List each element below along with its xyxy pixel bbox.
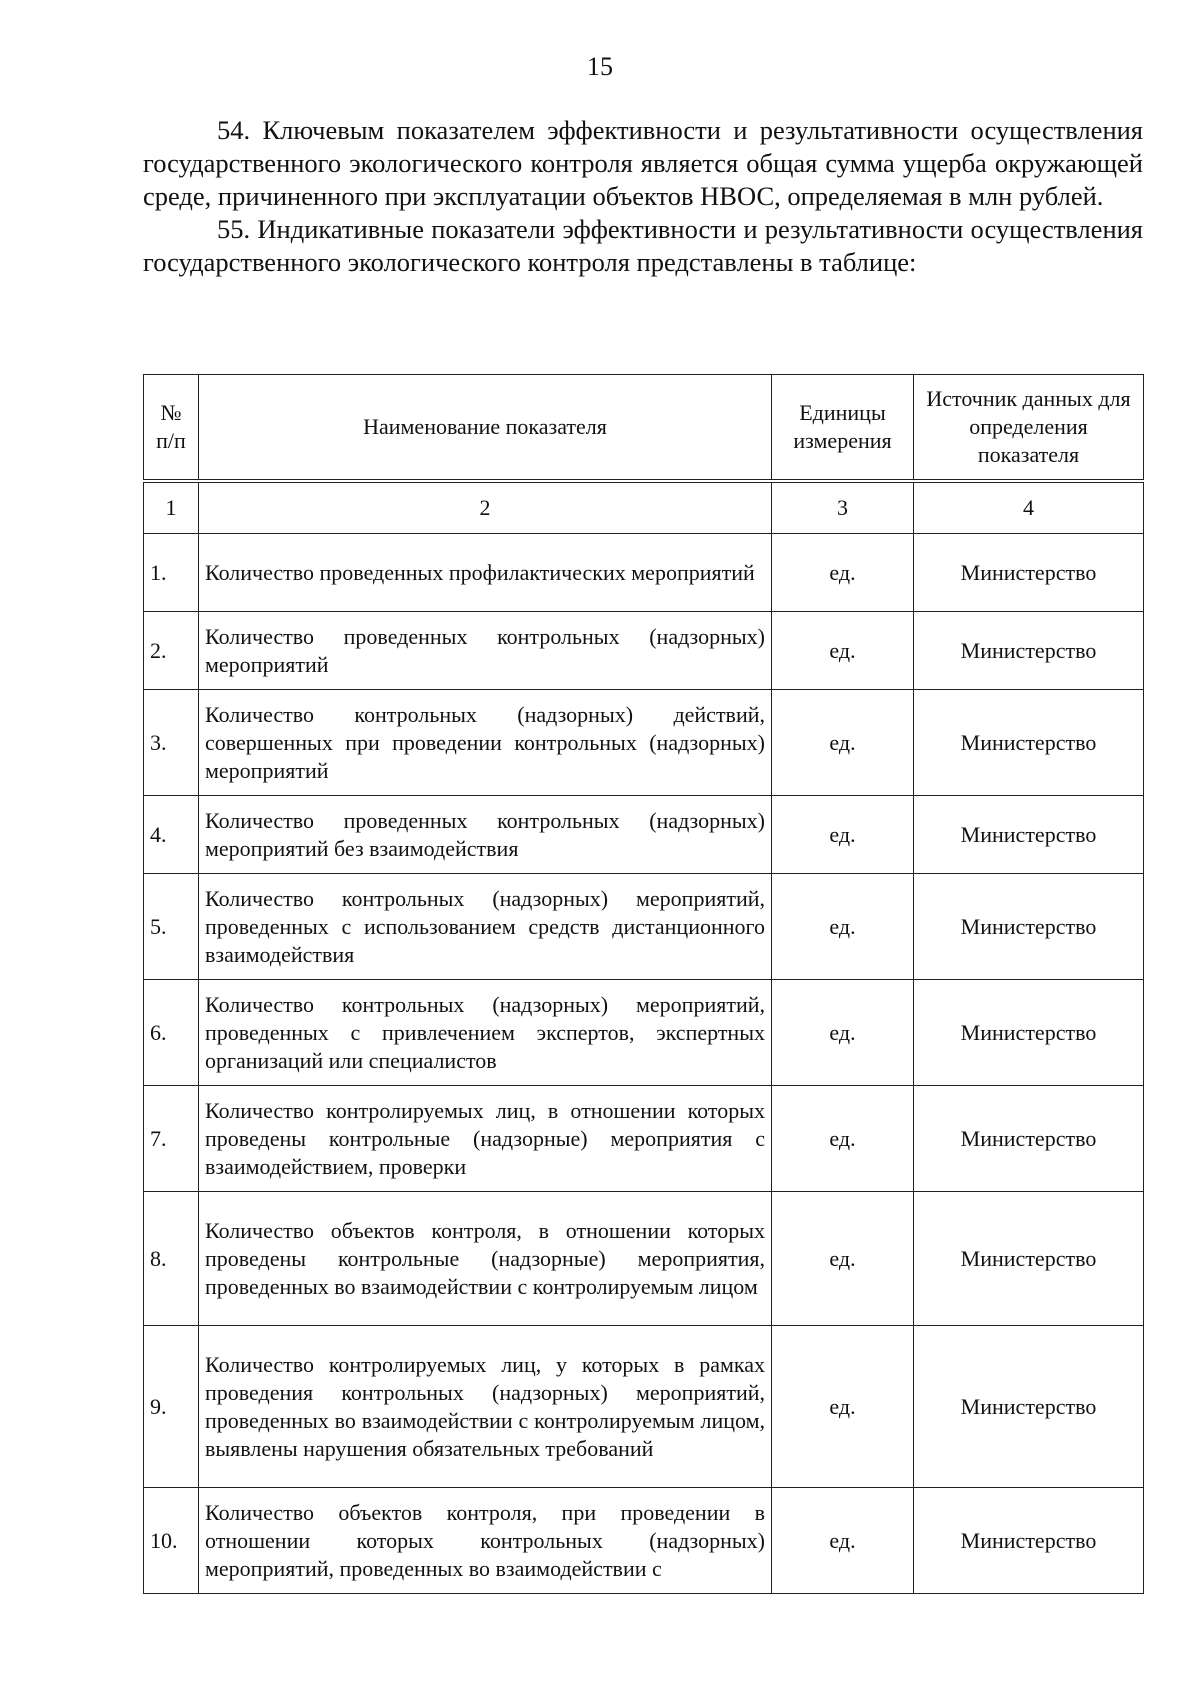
- table-row: [144, 1086, 1144, 1192]
- row-number: 2.: [144, 612, 199, 690]
- indicator-unit: ед.: [772, 612, 914, 690]
- indicator-source: Министерство: [914, 980, 1144, 1086]
- indicator-unit: ед.: [772, 690, 914, 796]
- indicator-unit: ед.: [772, 874, 914, 980]
- column-number-row: [144, 481, 1144, 534]
- indicator-source: Министерство: [914, 796, 1144, 874]
- indicators-table: [143, 374, 1144, 1594]
- indicator-name: Количество контрольных (надзорных) мероприятий, проведенных с привлечением экспертов, экспертных организаций или специалистов: [199, 980, 772, 1086]
- table-row: [144, 1488, 1144, 1594]
- table-row: [144, 690, 1144, 796]
- table-row: [144, 1326, 1144, 1488]
- indicator-unit: ед.: [772, 796, 914, 874]
- column-number: 2: [199, 481, 772, 534]
- column-number: 1: [144, 481, 199, 534]
- indicator-name: Количество контролируемых лиц, в отношении которых проведены контрольные (надзорные) мероприятия с взаимодействием, проверки: [199, 1086, 772, 1192]
- indicator-source: Министерство: [914, 1488, 1144, 1594]
- row-number: 4.: [144, 796, 199, 874]
- indicator-source: Министерство: [914, 690, 1144, 796]
- indicator-source: Министерство: [914, 1326, 1144, 1488]
- indicator-source: Министерство: [914, 612, 1144, 690]
- indicator-unit: ед.: [772, 980, 914, 1086]
- indicator-unit: ед.: [772, 1086, 914, 1192]
- table-row: [144, 796, 1144, 874]
- paragraph-55: 55. Индикативные показатели эффективности и результативности осуществления государственного экологического контроля представлены в таблице:: [143, 214, 1143, 277]
- column-number: 4: [914, 481, 1144, 534]
- indicator-source: Министерство: [914, 1192, 1144, 1326]
- indicator-source: Министерство: [914, 534, 1144, 612]
- row-number: 8.: [144, 1192, 199, 1326]
- table-row: [144, 1192, 1144, 1326]
- row-number: 1.: [144, 534, 199, 612]
- table-row: [144, 612, 1144, 690]
- table-header-row: [144, 375, 1144, 482]
- header-num: № п/п: [144, 375, 199, 482]
- row-number: 5.: [144, 874, 199, 980]
- indicator-source: Министерство: [914, 1086, 1144, 1192]
- row-number: 9.: [144, 1326, 199, 1488]
- indicator-unit: ед.: [772, 1192, 914, 1326]
- table-row: [144, 534, 1144, 612]
- header-unit: Единицы измерения: [772, 375, 914, 482]
- column-number: 3: [772, 481, 914, 534]
- header-name: Наименование показателя: [199, 375, 772, 482]
- indicator-name: Количество проведенных контрольных (надзорных) мероприятий без взаимодействия: [199, 796, 772, 874]
- indicator-name: Количество объектов контроля, при проведении в отношении которых контрольных (надзорных) мероприятий, проведенных во взаимодействии с: [199, 1488, 772, 1594]
- table-row: [144, 980, 1144, 1086]
- row-number: 10.: [144, 1488, 199, 1594]
- indicator-unit: ед.: [772, 534, 914, 612]
- indicator-name: Количество объектов контроля, в отношении которых проведены контрольные (надзорные) мероприятия, проведенных во взаимодействии с контролируемым лицом: [199, 1192, 772, 1326]
- row-number: 7.: [144, 1086, 199, 1192]
- indicator-name: Количество проведенных контрольных (надзорных) мероприятий: [199, 612, 772, 690]
- row-number: 6.: [144, 980, 199, 1086]
- table-row: [144, 874, 1144, 980]
- indicator-unit: ед.: [772, 1488, 914, 1594]
- page-number: 15: [587, 52, 613, 81]
- indicator-unit: ед.: [772, 1326, 914, 1488]
- row-number: 3.: [144, 690, 199, 796]
- paragraph-54: 54. Ключевым показателем эффективности и результативности осуществления государственного экологического контроля является общая сумма ущерба окружающей среде, причиненного при эксплуатации объектов НВОС, определяемая в млн рублей.: [143, 115, 1143, 211]
- indicator-name: Количество проведенных профилактических мероприятий: [199, 534, 772, 612]
- header-source: Источник данных для определения показателя: [914, 375, 1144, 482]
- indicator-name: Количество контролируемых лиц, у которых в рамках проведения контрольных (надзорных) мероприятий, проведенных во взаимодействии с контролируемым лицом, выявлены нарушения обязательных требований: [199, 1326, 772, 1488]
- indicator-name: Количество контрольных (надзорных) действий, совершенных при проведении контрольных (надзорных) мероприятий: [199, 690, 772, 796]
- indicator-name: Количество контрольных (надзорных) мероприятий, проведенных с использованием средств дистанционного взаимодействия: [199, 874, 772, 980]
- indicator-source: Министерство: [914, 874, 1144, 980]
- body-text: [143, 114, 1143, 279]
